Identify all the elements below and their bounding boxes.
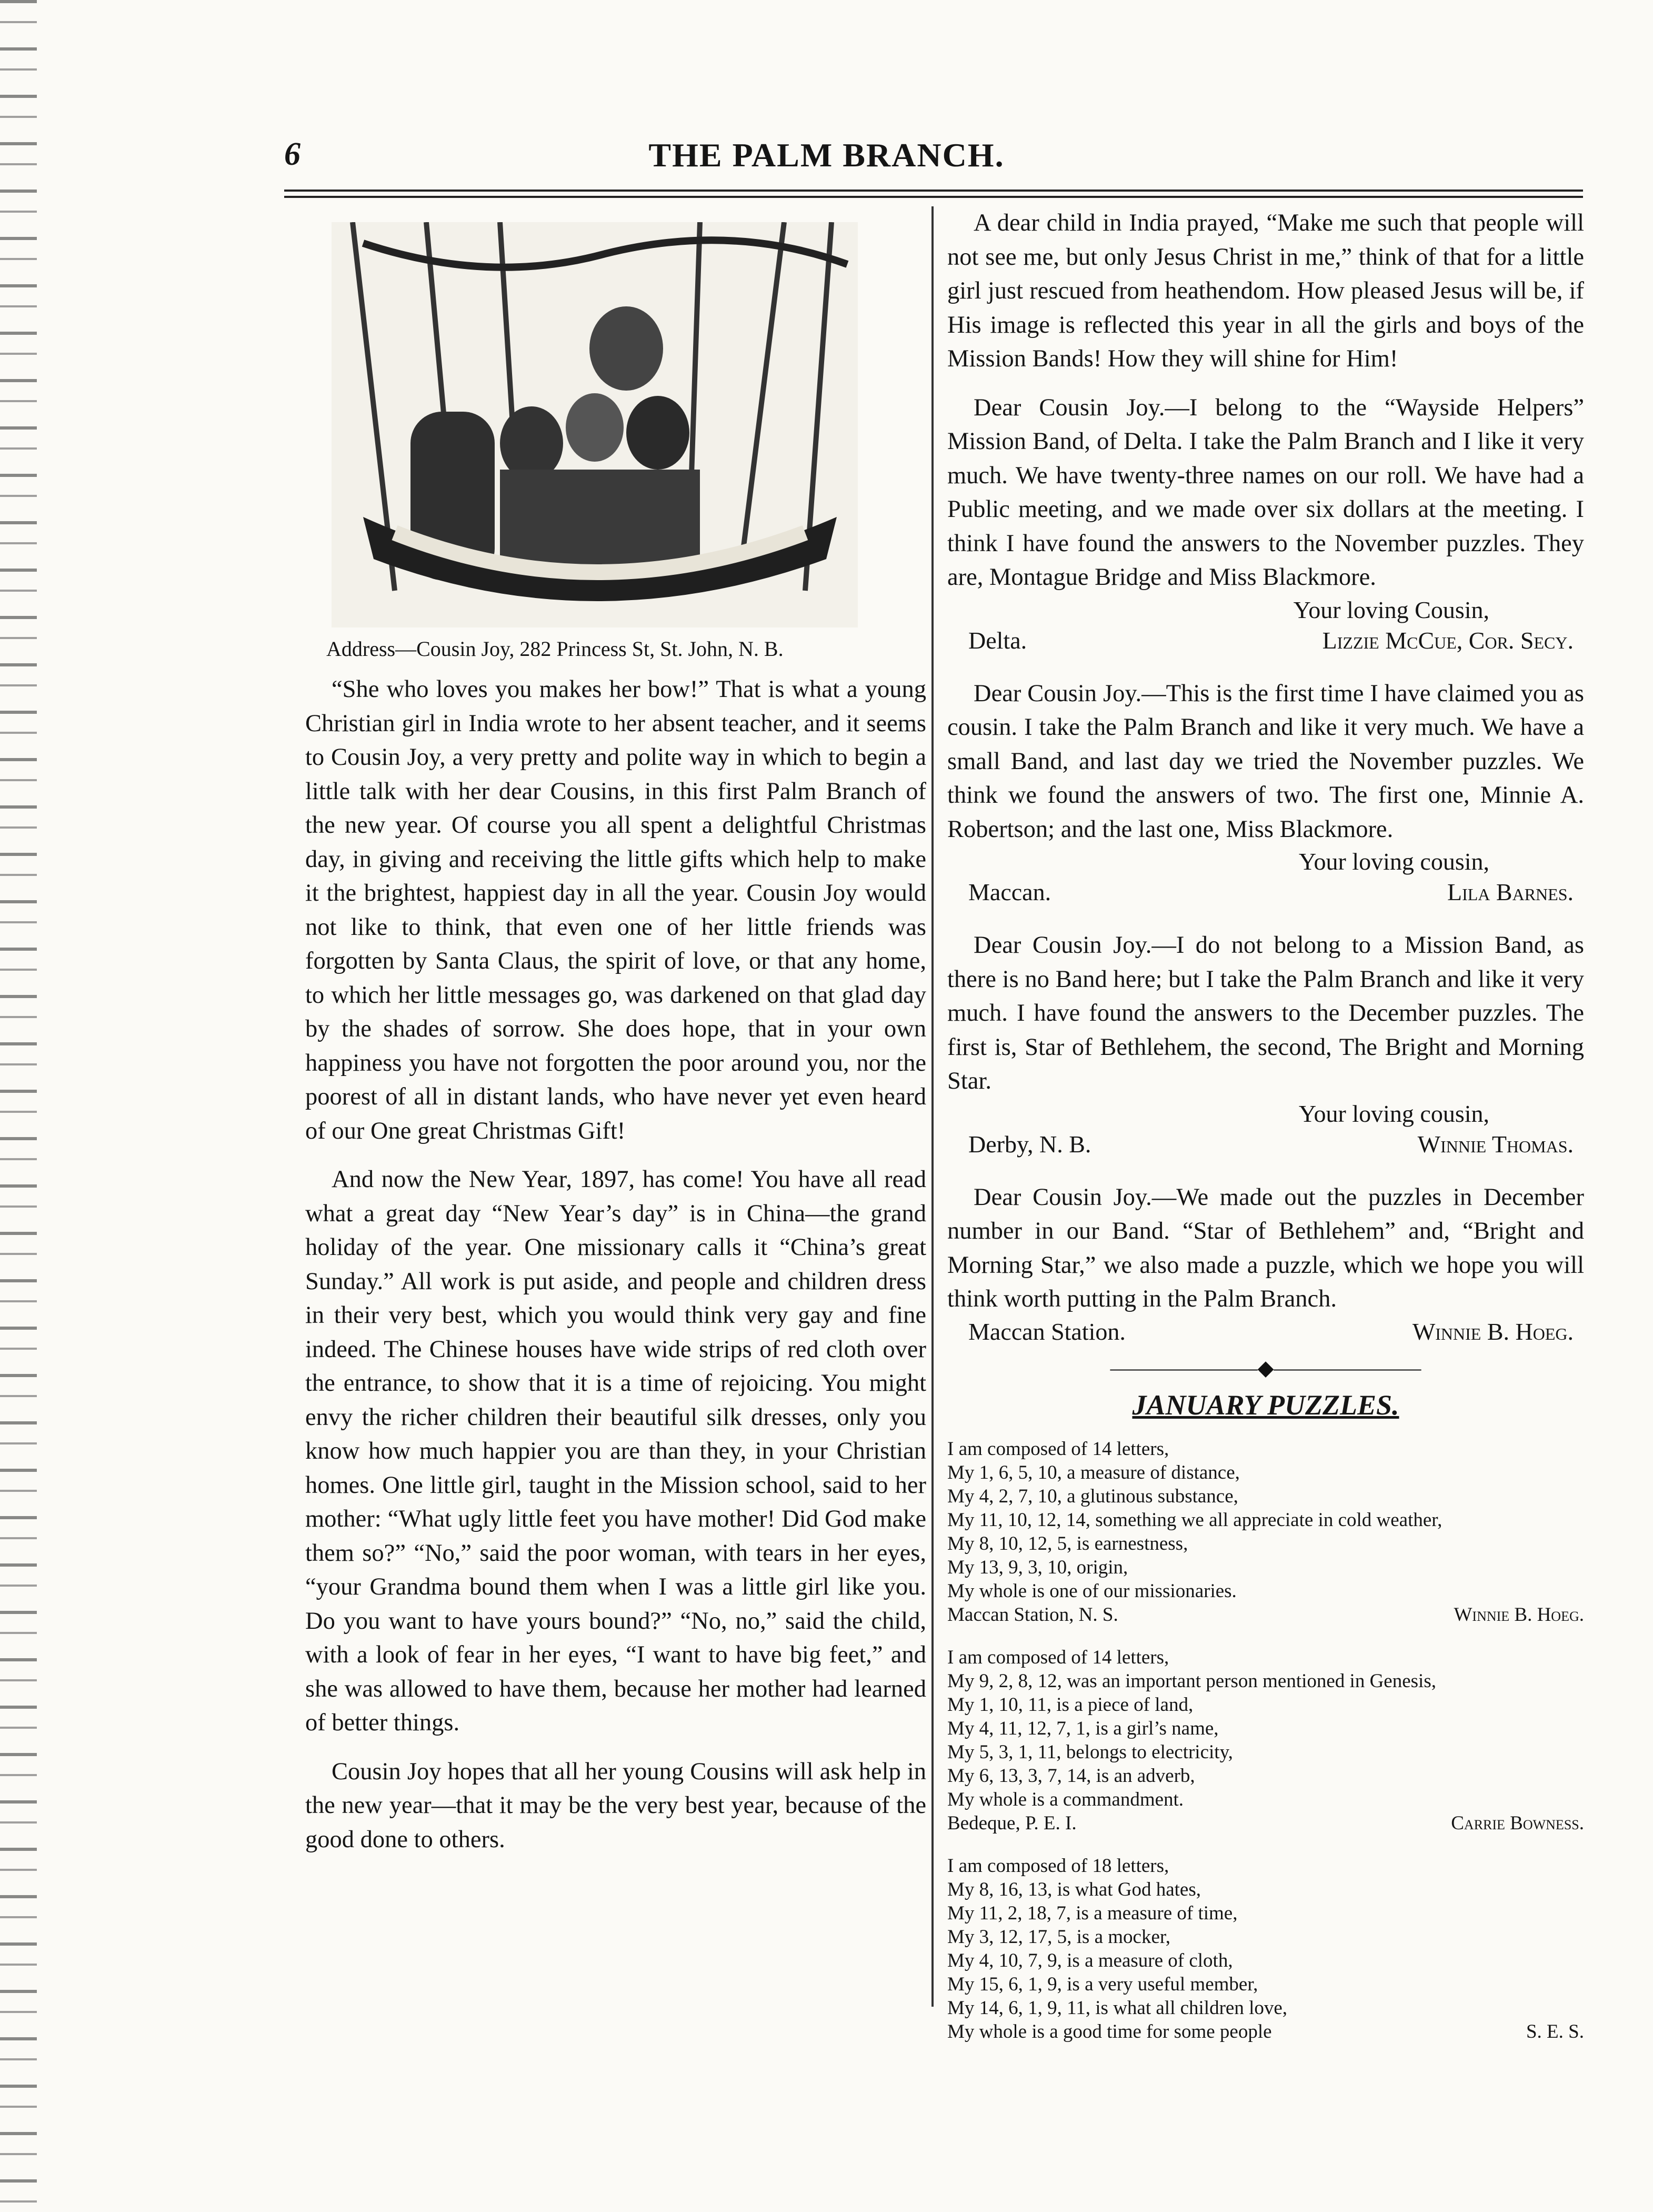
puzzle-signature-line: My whole is a good time for some people S. E. S. (947, 2020, 1584, 2042)
puzzle-line: My 4, 10, 7, 9, is a measure of cloth, (947, 1949, 1233, 1971)
puzzle-line: I am composed of 14 letters, (947, 1438, 1169, 1460)
puzzle-signature-line: Bedeque, P. E. I. Carrie Bowness. (947, 1812, 1584, 1834)
page-number: 6 (284, 136, 300, 172)
letter-closing: Your loving Cousin, (1293, 596, 1489, 623)
puzzle-line: My 4, 2, 7, 10, a glutinous substance, (947, 1485, 1238, 1507)
letter-text: Dear Cousin Joy.—I do not belong to a Mission Band, as there is no Band here; but I take the Palm Branch and like it very much. I have found the answers to the December puzzles. The first is, Star of Bethlehem, the second, The Bright and Morning Star. (947, 932, 1584, 1094)
puzzle-line: My 5, 3, 1, 11, belongs to electricity, (947, 1741, 1233, 1763)
binding-edge (0, 0, 37, 2212)
letter-closing: Your loving cousin, (1298, 848, 1489, 875)
cousin-joy-illustration (332, 222, 858, 627)
letter-text: Dear Cousin Joy.—I belong to the “Wayside Helpers” Mission Band, of Delta. I take the Palm Branch and I like it very much. We have twenty-three names on our roll. We have had a Public meeting, and we made over six dollars at the meeting. I think I have found the answers to the November puzzles. They are, Montague Bridge and Miss Blackmore. (947, 394, 1584, 591)
puzzle-line: I am composed of 14 letters, (947, 1646, 1169, 1668)
puzzle-line: My 11, 10, 12, 14, something we all appreciate in cold weather, (947, 1509, 1442, 1531)
puzzle-line: My 3, 12, 17, 5, is a mocker, (947, 1926, 1170, 1948)
puzzle-line: My 4, 11, 12, 7, 1, is a girl’s name, (947, 1717, 1219, 1739)
puzzle-line: My whole is a commandment. (947, 1788, 1184, 1810)
article-paragraph: Cousin Joy hopes that all her young Cousins will ask help in the new year—that it may be the very best year, because of the good done to others. (305, 1758, 926, 1853)
column-divider (931, 206, 934, 2007)
puzzle-line: My 8, 16, 13, is what God hates, (947, 1878, 1201, 1900)
puzzle-line: My 15, 6, 1, 9, is a very useful member, (947, 1973, 1258, 1995)
puzzle-line: My 6, 13, 3, 7, 14, is an adverb, (947, 1765, 1195, 1787)
header-rule-bottom (284, 196, 1583, 198)
puzzles-heading: JANUARY PUZZLES. (1132, 1389, 1399, 1421)
header-rule-top (284, 190, 1583, 192)
right-column (947, 206, 1584, 2062)
puzzle-signature-line: Maccan Station, N. S. Winnie B. Hoeg. (947, 1603, 1584, 1626)
puzzle-line: My 11, 2, 18, 7, is a measure of time, (947, 1902, 1238, 1924)
ornament-divider: ―――――――◆――――――― (1110, 1356, 1421, 1380)
puzzle-line: My 13, 9, 3, 10, origin, (947, 1556, 1128, 1578)
puzzle-block (947, 1854, 1584, 2044)
puzzle-block (947, 1437, 1584, 1627)
puzzle-line: My 14, 6, 1, 9, 11, is what all children love, (947, 1997, 1288, 2019)
puzzle-line: My 1, 6, 5, 10, a measure of distance, (947, 1461, 1240, 1483)
left-column (305, 206, 926, 1871)
puzzle-line: My 9, 2, 8, 12, was an important person mentioned in Genesis, (947, 1670, 1436, 1692)
puzzle-block (947, 1646, 1584, 1835)
running-head: THE PALM BRANCH. (648, 136, 1005, 174)
letter-text: Dear Cousin Joy.—This is the first time I have claimed you as cousin. I take the Palm Branch and like it very much. We have a small Band, and last day we tried the November puzzles. We think we found the answers of two. The first one, Minnie A. Robertson; and the last one, Miss Blackmore. (947, 680, 1584, 843)
puzzle-line: I am composed of 18 letters, (947, 1855, 1169, 1877)
letter-closing: Your loving cousin, (1298, 1100, 1489, 1127)
illustration-caption: Address—Cousin Joy, 282 Princess St, St. John, N. B. (326, 637, 784, 661)
letter-signature-line: Maccan. Lila Barnes. (968, 879, 1574, 905)
puzzle-line: My whole is one of our missionaries. (947, 1580, 1237, 1602)
letter-signature-line: Delta. Lizzie McCue, Cor. Secy. (968, 626, 1574, 654)
intro-paragraph: A dear child in India prayed, “Make me such that people will not see me, but only Jesus Christ in me,” think of that for a little girl just rescued from heathendom. How pleased Jesus will be, if His image is reflected this year in all the girls and boys of the Mission Bands! How they will shine for Him! (947, 210, 1584, 372)
letter-signature-line: Derby, N. B. Winnie Thomas. (968, 1130, 1574, 1158)
article-paragraph: “She who loves you makes her bow!” That is what a young Christian girl in India wrote to her absent teacher, and it seems to Cousin Joy, a very pretty and polite way in which to begin a little talk with her dear Cousins, in this first Palm Branch of the new year. Of course you all spent a delightful Christmas day, in giving and receiving the little gifts which help to make it the brightest, happiest day in all the year. Cousin Joy would not like to think, that even one of her little friends was forgotten by Santa Claus, the spirit of love, or that any home, to which her little messages go, was darkened on that glad day by the shades of sorrow. She does hope, that in your own happiness you have not forgotten the poor around you, nor the poorest of all in distant lands, who have never yet even heard of our One great Christmas Gift! (305, 676, 926, 1144)
puzzle-line: My 8, 10, 12, 5, is earnestness, (947, 1532, 1188, 1555)
letter-text: Dear Cousin Joy.—We made out the puzzles in December number in our Band. “Star of Bethlehem” and, “Bright and Morning Star,” we also made a puzzle, which we hope you will think worth putting in the Palm Branch. (947, 1183, 1584, 1312)
puzzle-line: My 1, 10, 11, is a piece of land, (947, 1693, 1194, 1716)
article-paragraph: And now the New Year, 1897, has come! You have all read what a great day “New Year’s day” is in China—the grand holiday of the year. One missionary calls it “China’s great Sunday.” All work is put aside, and people and children dress in their very best, which you would think very gay and fine indeed. The Chinese houses have wide strips of red cloth over the entrance, to show that it is a time of rejoicing. You might envy the richer children their beautiful silk dresses, only you know how much happier you are than they, in your Christian homes. One little girl, taught in the Mission school, said to her mother: “What ugly little feet you have mother! Did God make them so?” “No,” said the poor woman, with tears in her eyes, “your Grandma bound them when I was a little girl like you. Do you want to have yours bound?” “No, no,” said the child, with a look of fear in her eyes, “I want to have big feet,” and she was allowed to have them, because her mother had learned of better things. (305, 1166, 926, 1736)
letter-signature-line: Maccan Station. Winnie B. Hoeg. (968, 1318, 1574, 1345)
